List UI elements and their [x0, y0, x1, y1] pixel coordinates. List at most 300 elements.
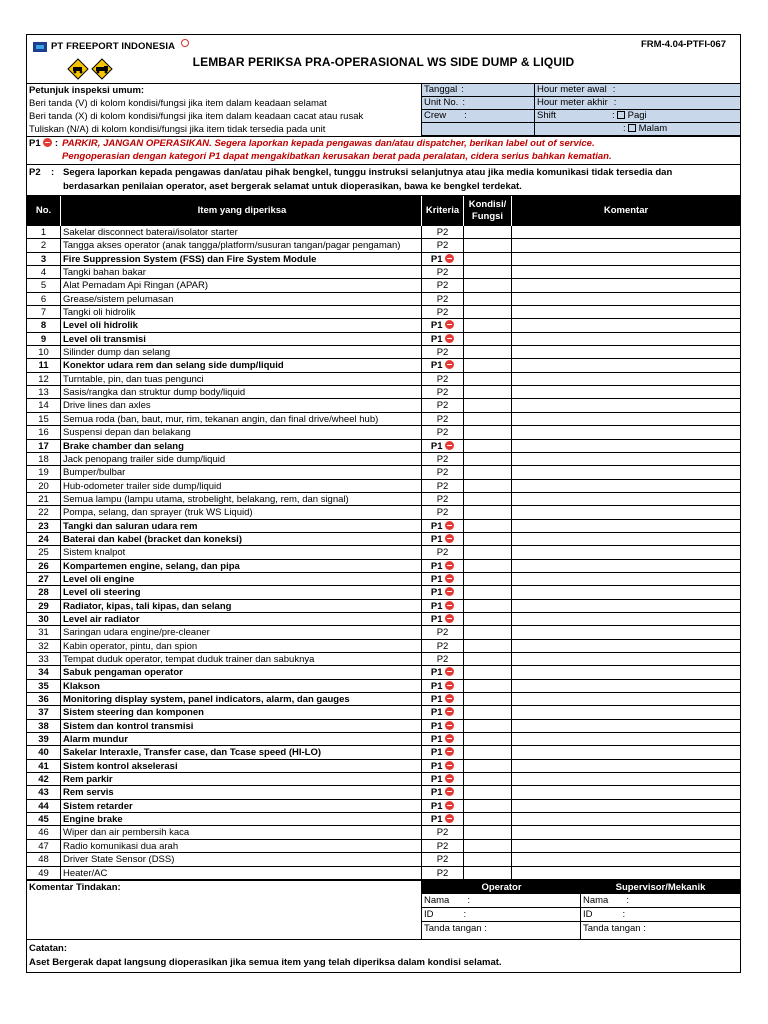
row-kondisi-cell[interactable]	[464, 560, 512, 572]
row-number: 28	[27, 586, 61, 598]
row-number: 5	[27, 279, 61, 291]
table-row	[27, 279, 740, 292]
row-number: 34	[27, 666, 61, 678]
row-kondisi-cell[interactable]	[464, 546, 512, 558]
row-komentar-cell[interactable]	[512, 520, 740, 532]
row-item: Tangga akses operator (anak tangga/platform/susuran tangan/pagar pengaman)	[61, 239, 422, 251]
row-komentar-cell[interactable]	[512, 239, 740, 251]
row-number: 13	[27, 386, 61, 398]
row-komentar-cell[interactable]	[512, 253, 740, 265]
colon: :	[51, 167, 55, 178]
row-kondisi-cell[interactable]	[464, 520, 512, 532]
row-number: 37	[27, 706, 61, 718]
unit-no-field[interactable]	[422, 97, 535, 110]
row-number: 21	[27, 493, 61, 505]
row-kondisi-cell[interactable]	[464, 640, 512, 652]
table-row	[27, 760, 740, 773]
row-kondisi-cell[interactable]	[464, 373, 512, 385]
p1-label: P1 :	[29, 138, 59, 149]
row-kriteria: P2	[422, 373, 464, 385]
row-number: 41	[27, 760, 61, 772]
row-kriteria: P2	[422, 466, 464, 478]
row-number: 24	[27, 533, 61, 545]
colon: :	[461, 84, 464, 95]
row-kondisi-cell[interactable]	[464, 253, 512, 265]
row-item: Monitoring display system, panel indicators, alarm, dan gauges	[61, 693, 422, 705]
row-number: 38	[27, 720, 61, 732]
row-komentar-cell[interactable]	[512, 266, 740, 278]
row-komentar-cell[interactable]	[512, 426, 740, 438]
row-number: 29	[27, 600, 61, 612]
row-kriteria: P1	[422, 359, 464, 371]
row-kondisi-cell[interactable]	[464, 266, 512, 278]
pagi-label: Pagi	[627, 110, 647, 121]
checklist-table	[27, 226, 740, 880]
table-row	[27, 440, 740, 453]
col-no: No.	[27, 196, 61, 226]
row-komentar-cell[interactable]	[512, 653, 740, 665]
row-kondisi-cell[interactable]	[464, 333, 512, 345]
logo-mark-icon	[33, 42, 47, 52]
document-code: FRM-4.04-PTFI-067	[641, 39, 726, 50]
row-kondisi-cell[interactable]	[464, 493, 512, 505]
table-row	[27, 693, 740, 706]
row-kriteria: P1	[422, 733, 464, 745]
row-kondisi-cell[interactable]	[464, 653, 512, 665]
table-row	[27, 293, 740, 306]
stop-icon	[445, 801, 454, 810]
stop-icon	[445, 441, 454, 450]
row-komentar-cell[interactable]	[512, 480, 740, 492]
row-komentar-cell[interactable]	[512, 293, 740, 305]
table-row	[27, 239, 740, 252]
crew-label: Crew	[424, 110, 447, 121]
table-row	[27, 840, 740, 853]
row-item: Wiper dan air pembersih kaca	[61, 826, 422, 838]
row-number: 3	[27, 253, 61, 265]
row-kondisi-cell[interactable]	[464, 613, 512, 625]
table-row	[27, 733, 740, 746]
row-kriteria: P1	[422, 586, 464, 598]
pagi-checkbox[interactable]	[617, 111, 625, 119]
signature-section	[27, 880, 740, 939]
supervisor-id-field[interactable]: ID :	[581, 908, 740, 922]
row-komentar-cell[interactable]	[512, 493, 740, 505]
stop-icon	[445, 614, 454, 623]
supervisor-nama-field[interactable]: Nama :	[581, 894, 740, 908]
table-row	[27, 773, 740, 786]
row-item: Rem parkir	[61, 773, 422, 785]
table-row	[27, 413, 740, 426]
catatan-text: Aset Bergerak dapat langsung dioperasikan jika semua item yang telah diperiksa dalam kondisi selamat.	[29, 956, 502, 968]
row-kriteria: P1	[422, 600, 464, 612]
row-number: 47	[27, 840, 61, 852]
col-kriteria: Kriteria	[422, 196, 464, 226]
row-kondisi-cell[interactable]	[464, 680, 512, 692]
colon: :	[613, 97, 617, 108]
row-komentar-cell[interactable]	[512, 600, 740, 612]
row-kondisi-cell[interactable]	[464, 533, 512, 545]
row-item: Level oli engine	[61, 573, 422, 585]
stop-icon	[445, 574, 454, 583]
row-komentar-cell[interactable]	[512, 813, 740, 825]
table-row	[27, 480, 740, 493]
row-kriteria: P1	[422, 693, 464, 705]
table-row	[27, 720, 740, 733]
komentar-tindakan[interactable]: Komentar Tindakan:	[27, 881, 422, 939]
row-kriteria: P1	[422, 706, 464, 718]
table-row	[27, 426, 740, 439]
general-info	[27, 84, 740, 137]
row-komentar-cell[interactable]	[512, 453, 740, 465]
stop-icon	[445, 334, 454, 343]
row-kondisi-cell[interactable]	[464, 867, 512, 879]
row-kondisi-cell[interactable]	[464, 293, 512, 305]
row-kriteria: P2	[422, 853, 464, 865]
row-number: 39	[27, 733, 61, 745]
row-kondisi-cell[interactable]	[464, 386, 512, 398]
row-komentar-cell[interactable]	[512, 826, 740, 838]
stop-icon	[445, 761, 454, 770]
shift-label: Shift	[537, 110, 557, 121]
row-kriteria: P2	[422, 626, 464, 638]
supervisor-signature-field[interactable]: Tanda tangan :	[583, 922, 646, 934]
p2-note	[27, 165, 740, 196]
table-row	[27, 226, 740, 239]
stop-icon	[445, 587, 454, 596]
table-row	[27, 586, 740, 599]
row-kriteria: P2	[422, 493, 464, 505]
row-kondisi-cell[interactable]	[464, 786, 512, 798]
row-kriteria: P1	[422, 440, 464, 452]
row-komentar-cell[interactable]	[512, 680, 740, 692]
table-row	[27, 333, 740, 346]
stop-icon	[445, 360, 454, 369]
company-name: PT FREEPORT INDONESIA	[51, 41, 176, 52]
row-kriteria: P1	[422, 613, 464, 625]
stop-icon	[445, 254, 454, 263]
row-kriteria: P2	[422, 279, 464, 291]
row-komentar-cell[interactable]	[512, 373, 740, 385]
p2-label: P2	[29, 167, 41, 178]
row-kondisi-cell[interactable]	[464, 600, 512, 612]
stop-icon	[445, 734, 454, 743]
table-row	[27, 573, 740, 586]
row-kondisi-cell[interactable]	[464, 466, 512, 478]
row-kriteria: P1	[422, 720, 464, 732]
row-kondisi-cell[interactable]	[464, 279, 512, 291]
row-kondisi-cell[interactable]	[464, 399, 512, 411]
row-kriteria: P2	[422, 306, 464, 318]
row-kondisi-cell[interactable]	[464, 706, 512, 718]
row-kondisi-cell[interactable]	[464, 426, 512, 438]
stop-icon	[445, 721, 454, 730]
table-row	[27, 346, 740, 359]
row-komentar-cell[interactable]	[512, 786, 740, 798]
row-number: 26	[27, 560, 61, 572]
table-row	[27, 359, 740, 372]
row-komentar-cell[interactable]	[512, 346, 740, 358]
row-item: Sakelar Interaxle, Transfer case, dan Tcase speed (HI-LO)	[61, 746, 422, 758]
row-item: Rem servis	[61, 786, 422, 798]
row-kondisi-cell[interactable]	[464, 586, 512, 598]
malam-label: Malam	[638, 123, 668, 134]
row-kondisi-cell[interactable]	[464, 306, 512, 318]
row-kondisi-cell[interactable]	[464, 226, 512, 238]
stop-icon	[445, 694, 454, 703]
row-komentar-cell[interactable]	[512, 466, 740, 478]
table-row	[27, 319, 740, 332]
row-komentar-cell[interactable]	[512, 733, 740, 745]
row-item: Level oli hidrolik	[61, 319, 422, 331]
row-number: 6	[27, 293, 61, 305]
row-kondisi-cell[interactable]	[464, 746, 512, 758]
table-row	[27, 640, 740, 653]
row-kriteria: P2	[422, 266, 464, 278]
stop-icon	[43, 138, 52, 147]
table-row	[27, 680, 740, 693]
hour-meter-awal-field[interactable]	[535, 84, 740, 97]
logo-ring-icon	[181, 39, 189, 47]
row-number: 14	[27, 399, 61, 411]
table-row	[27, 813, 740, 826]
row-number: 31	[27, 626, 61, 638]
crew-field[interactable]	[422, 110, 535, 123]
row-komentar-cell[interactable]	[512, 506, 740, 518]
row-kriteria: P1	[422, 666, 464, 678]
row-kriteria: P2	[422, 413, 464, 425]
row-number: 15	[27, 413, 61, 425]
row-kondisi-cell[interactable]	[464, 760, 512, 772]
row-komentar-cell[interactable]	[512, 333, 740, 345]
table-row	[27, 626, 740, 639]
col-komentar: Komentar	[603, 205, 649, 216]
row-kriteria: P1	[422, 680, 464, 692]
row-kriteria: P1	[422, 253, 464, 265]
row-item: Brake chamber dan selang	[61, 440, 422, 452]
table-row	[27, 613, 740, 626]
row-item: Saringan udara engine/pre-cleaner	[61, 626, 422, 638]
unit-info-grid	[422, 84, 740, 136]
row-kriteria: P2	[422, 653, 464, 665]
row-number: 25	[27, 546, 61, 558]
row-kondisi-cell[interactable]	[464, 626, 512, 638]
row-kondisi-cell[interactable]	[464, 666, 512, 678]
operator-nama-field[interactable]: Nama :	[422, 894, 581, 908]
row-kriteria: P2	[422, 840, 464, 852]
row-kriteria: P2	[422, 546, 464, 558]
row-komentar-cell[interactable]	[512, 226, 740, 238]
row-item: Driver State Sensor (DSS)	[61, 853, 422, 865]
row-komentar-cell[interactable]	[512, 853, 740, 865]
row-item: Sistem knalpot	[61, 546, 422, 558]
row-kriteria: P1	[422, 573, 464, 585]
row-number: 10	[27, 346, 61, 358]
row-kriteria: P2	[422, 640, 464, 652]
row-number: 7	[27, 306, 61, 318]
row-number: 43	[27, 786, 61, 798]
table-row	[27, 560, 740, 573]
row-komentar-cell[interactable]	[512, 693, 740, 705]
row-kondisi-cell[interactable]	[464, 359, 512, 371]
table-row	[27, 386, 740, 399]
row-number: 4	[27, 266, 61, 278]
row-number: 27	[27, 573, 61, 585]
row-kriteria: P1	[422, 520, 464, 532]
operator-id-field[interactable]: ID :	[422, 908, 581, 922]
row-item: Level oli steering	[61, 586, 422, 598]
row-kondisi-cell[interactable]	[464, 720, 512, 732]
operator-signature-field[interactable]: Tanda tangan :	[422, 922, 581, 939]
row-komentar-cell[interactable]	[512, 533, 740, 545]
row-kondisi-cell[interactable]	[464, 573, 512, 585]
row-kondisi-cell[interactable]	[464, 773, 512, 785]
row-komentar-cell[interactable]	[512, 306, 740, 318]
row-number: 42	[27, 773, 61, 785]
row-komentar-cell[interactable]	[512, 840, 740, 852]
row-number: 8	[27, 319, 61, 331]
row-item: Sistem dan kontrol transmisi	[61, 720, 422, 732]
row-kriteria: P1	[422, 786, 464, 798]
stop-icon	[445, 561, 454, 570]
row-kriteria: P2	[422, 293, 464, 305]
inspection-instructions	[27, 84, 422, 136]
row-kriteria: P1	[422, 560, 464, 572]
stop-icon	[445, 814, 454, 823]
row-kondisi-cell[interactable]	[464, 413, 512, 425]
table-row	[27, 306, 740, 319]
row-komentar-cell[interactable]	[512, 546, 740, 558]
row-kondisi-cell[interactable]	[464, 319, 512, 331]
row-komentar-cell[interactable]	[512, 706, 740, 718]
row-kriteria: P1	[422, 800, 464, 812]
row-komentar-cell[interactable]	[512, 440, 740, 452]
row-kondisi-cell[interactable]	[464, 693, 512, 705]
instruction-line: Beri tanda (X) di kolom kondisi/fungsi jika item dalam keadaan cacat atau rusak	[29, 111, 364, 122]
row-kriteria: P2	[422, 506, 464, 518]
row-komentar-cell[interactable]	[512, 573, 740, 585]
row-item: Pompa, selang, dan sprayer (truk WS Liquid)	[61, 506, 422, 518]
table-row	[27, 867, 740, 880]
row-kriteria: P2	[422, 480, 464, 492]
row-kriteria: P2	[422, 826, 464, 838]
row-komentar-cell[interactable]	[512, 560, 740, 572]
row-komentar-cell[interactable]	[512, 613, 740, 625]
row-item: Bumper/bulbar	[61, 466, 422, 478]
row-kondisi-cell[interactable]	[464, 826, 512, 838]
row-kondisi-cell[interactable]	[464, 840, 512, 852]
table-header	[27, 196, 740, 226]
row-komentar-cell[interactable]	[512, 640, 740, 652]
instructions-heading: Petunjuk inspeksi umum:	[29, 85, 145, 96]
row-item: Heater/AC	[61, 867, 422, 879]
row-item: Silinder dump dan selang	[61, 346, 422, 358]
row-item: Alat Pemadam Api Ringan (APAR)	[61, 279, 422, 291]
row-number: 11	[27, 359, 61, 371]
row-komentar-cell[interactable]	[512, 720, 740, 732]
row-kondisi-cell[interactable]	[464, 453, 512, 465]
table-row	[27, 253, 740, 266]
row-komentar-cell[interactable]	[512, 399, 740, 411]
row-komentar-cell[interactable]	[512, 666, 740, 678]
row-number: 44	[27, 800, 61, 812]
row-item: Turntable, pin, dan tuas pengunci	[61, 373, 422, 385]
row-number: 20	[27, 480, 61, 492]
row-number: 40	[27, 746, 61, 758]
supervisor-heading: Supervisor/Mekanik	[581, 881, 740, 894]
row-komentar-cell[interactable]	[512, 626, 740, 638]
stop-icon	[445, 747, 454, 756]
row-komentar-cell[interactable]	[512, 746, 740, 758]
table-row	[27, 373, 740, 386]
malam-checkbox[interactable]	[628, 124, 636, 132]
table-row	[27, 653, 740, 666]
table-row	[27, 506, 740, 519]
col-kondisi: Kondisi/ Fungsi	[464, 196, 512, 226]
row-kondisi-cell[interactable]	[464, 853, 512, 865]
row-kriteria: P1	[422, 746, 464, 758]
row-item: Sabuk pengaman operator	[61, 666, 422, 678]
colon: :	[464, 110, 467, 121]
row-komentar-cell[interactable]	[512, 760, 740, 772]
row-komentar-cell[interactable]	[512, 386, 740, 398]
stop-icon	[445, 601, 454, 610]
stop-icon	[445, 787, 454, 796]
row-komentar-cell[interactable]	[512, 867, 740, 879]
row-item: Sakelar disconnect baterai/isolator starter	[61, 226, 422, 238]
row-kriteria: P1	[422, 319, 464, 331]
shift-pagi-field[interactable]	[535, 110, 740, 123]
row-number: 17	[27, 440, 61, 452]
row-kondisi-cell[interactable]	[464, 800, 512, 812]
tanggal-field[interactable]	[422, 84, 535, 97]
hour-meter-akhir-field[interactable]	[535, 97, 740, 110]
row-kondisi-cell[interactable]	[464, 733, 512, 745]
row-kondisi-cell[interactable]	[464, 480, 512, 492]
row-komentar-cell[interactable]	[512, 413, 740, 425]
row-number: 46	[27, 826, 61, 838]
row-item: Drive lines dan axles	[61, 399, 422, 411]
row-kondisi-cell[interactable]	[464, 346, 512, 358]
table-row	[27, 746, 740, 759]
row-komentar-cell[interactable]	[512, 800, 740, 812]
table-row	[27, 706, 740, 719]
row-kondisi-cell[interactable]	[464, 239, 512, 251]
table-row	[27, 546, 740, 559]
row-number: 19	[27, 466, 61, 478]
shift-malam-field[interactable]	[535, 123, 740, 136]
table-row	[27, 266, 740, 279]
row-komentar-cell[interactable]	[512, 319, 740, 331]
row-komentar-cell[interactable]	[512, 773, 740, 785]
row-kondisi-cell[interactable]	[464, 813, 512, 825]
row-kriteria: P2	[422, 867, 464, 879]
col-item: Item yang diperiksa	[61, 196, 422, 226]
row-kondisi-cell[interactable]	[464, 506, 512, 518]
row-kondisi-cell[interactable]	[464, 440, 512, 452]
row-komentar-cell[interactable]	[512, 359, 740, 371]
hour-meter-awal-label: Hour meter awal	[537, 84, 607, 95]
row-item: Klakson	[61, 680, 422, 692]
row-komentar-cell[interactable]	[512, 279, 740, 291]
row-kriteria: P2	[422, 426, 464, 438]
row-number: 45	[27, 813, 61, 825]
row-item: Konektor udara rem dan selang side dump/liquid	[61, 359, 422, 371]
row-kriteria: P2	[422, 399, 464, 411]
row-kriteria: P1	[422, 533, 464, 545]
colon: :	[612, 84, 616, 95]
row-komentar-cell[interactable]	[512, 586, 740, 598]
